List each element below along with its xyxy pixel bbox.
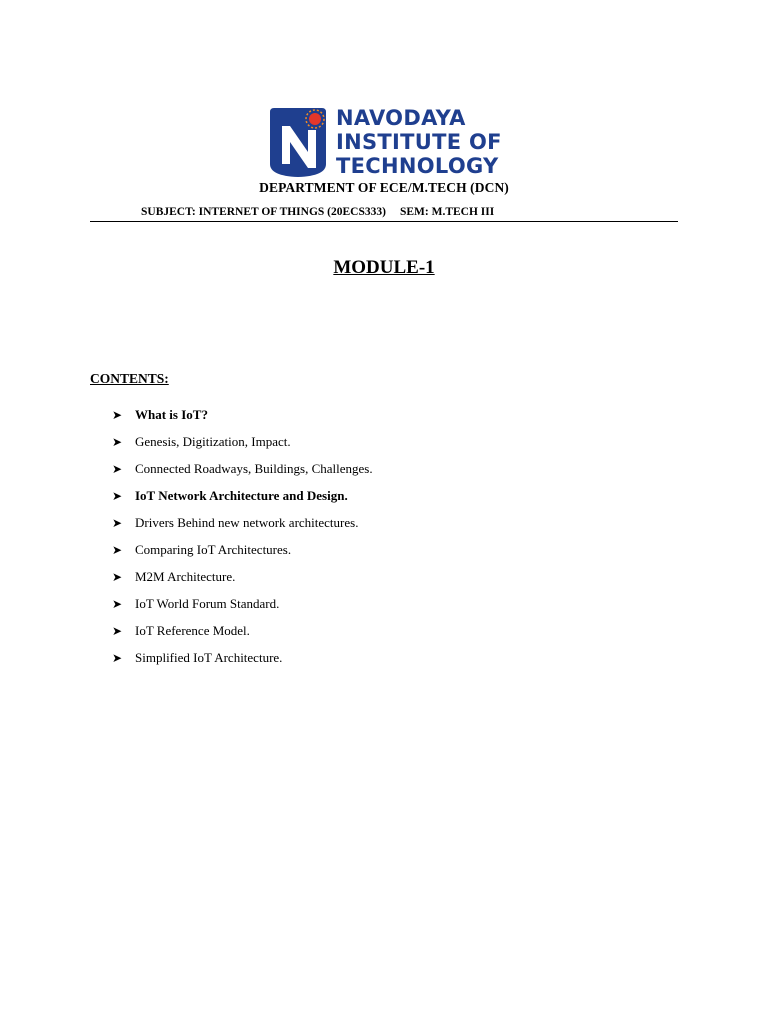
arrow-bullet-icon: ➤ (112, 516, 123, 530)
logo-wordmark (336, 106, 502, 178)
department-title: DEPARTMENT OF ECE/M.TECH (DCN) (259, 180, 509, 195)
module-title: MODULE-1 (333, 257, 435, 278)
arrow-bullet-icon: ➤ (112, 624, 123, 638)
contents-item-text: M2M Architecture. (135, 569, 236, 584)
contents-item-text: IoT Reference Model. (135, 623, 250, 638)
contents-heading: CONTENTS: (90, 371, 169, 386)
contents-item-text: Connected Roadways, Buildings, Challenges. (135, 461, 373, 476)
contents-item (112, 513, 373, 540)
institute-logo (266, 106, 502, 178)
arrow-bullet-icon: ➤ (112, 597, 123, 611)
semester-text: SEM: M.TECH III (399, 206, 495, 218)
contents-item (112, 567, 373, 594)
contents-item (112, 459, 373, 486)
logo-line-1: NAVODAYA (336, 106, 466, 130)
subject-text: SUBJECT: INTERNET OF THINGS (20ECS333) (141, 206, 386, 218)
contents-item (112, 486, 373, 513)
contents-item-text: Genesis, Digitization, Impact. (135, 434, 291, 449)
contents-item-text: Simplified IoT Architecture. (135, 650, 283, 665)
subject-line (141, 206, 494, 218)
contents-item (112, 432, 373, 459)
contents-item-text: Drivers Behind new network architectures. (135, 515, 359, 530)
arrow-bullet-icon: ➤ (112, 435, 123, 449)
contents-item (112, 594, 373, 621)
arrow-bullet-icon: ➤ (112, 408, 123, 422)
logo-line-3: TECHNOLOGY (336, 154, 499, 178)
contents-list (112, 405, 373, 675)
contents-item-text: IoT Network Architecture and Design. (135, 488, 348, 503)
contents-item (112, 621, 373, 648)
contents-item (112, 540, 373, 567)
arrow-bullet-icon: ➤ (112, 489, 123, 503)
arrow-bullet-icon: ➤ (112, 651, 123, 665)
logo-line-2: INSTITUTE OF (336, 130, 502, 154)
contents-item-text: Comparing IoT Architectures. (135, 542, 292, 557)
arrow-bullet-icon: ➤ (112, 570, 123, 584)
arrow-bullet-icon: ➤ (112, 462, 123, 476)
header-divider (90, 221, 678, 222)
logo-emblem-icon (266, 106, 330, 178)
contents-item-text: What is IoT? (135, 407, 208, 422)
contents-item-text: IoT World Forum Standard. (135, 596, 280, 611)
contents-item (112, 648, 373, 675)
arrow-bullet-icon: ➤ (112, 543, 123, 557)
contents-item (112, 405, 373, 432)
